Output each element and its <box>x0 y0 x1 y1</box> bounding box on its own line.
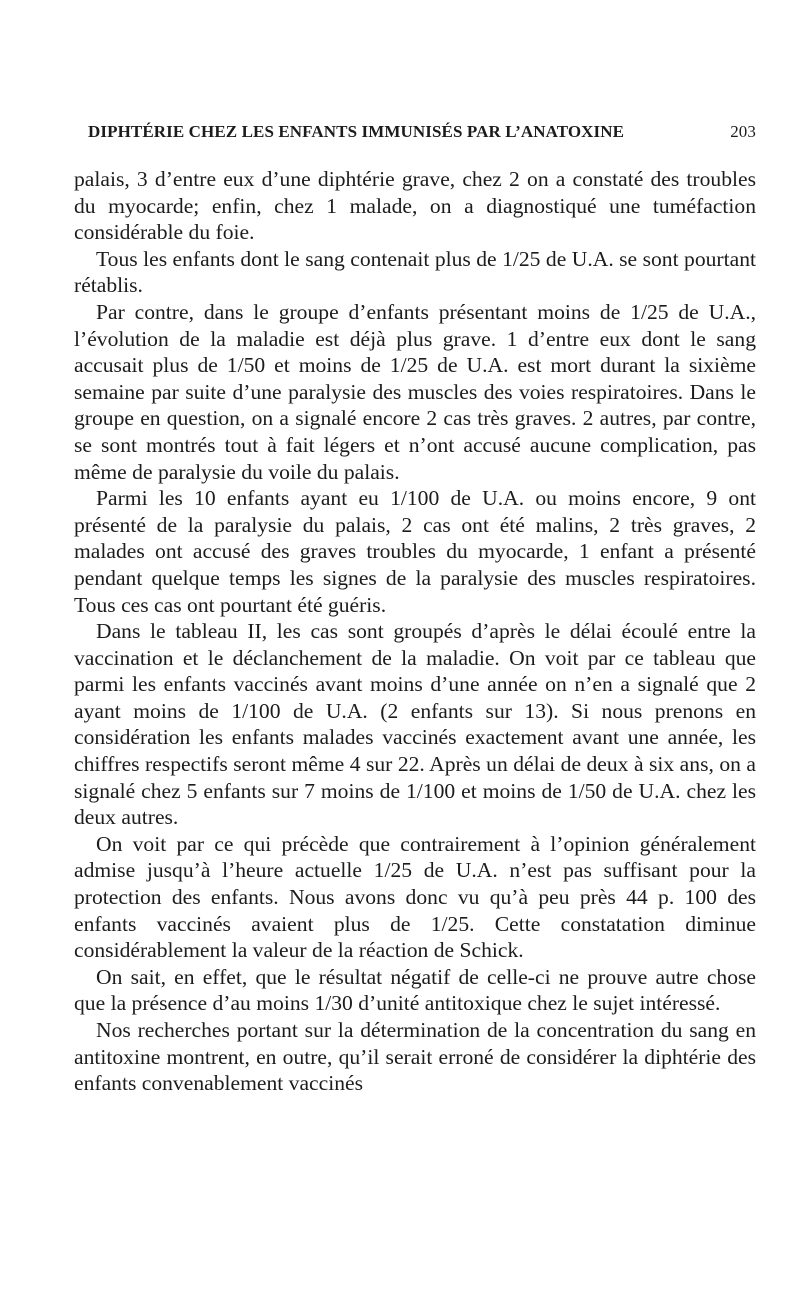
paragraph-8: Nos recherches portant sur la détermination de la concentration du sang en antitoxine montrent, en outre, qu’il serait erroné de considérer la diphtérie des enfants convenablement vaccinés <box>74 1018 756 1096</box>
document-page <box>74 0 756 1304</box>
paragraph-6: On voit par ce qui précède que contrairement à l’opinion généralement admise jusqu’à l’heure actuelle 1/25 de U.A. n’est pas suffisant pour la protection des enfants. Nous avons donc vu qu’à peu près 44 p. 100 des enfants vaccinés avaient plus de 1/25. Cette constatation diminue considérablement la valeur de la réaction de Schick. <box>74 831 756 963</box>
body-text <box>74 166 756 1097</box>
paragraph-3: Par contre, dans le groupe d’enfants présentant moins de 1/25 de U.A., l’évolution de la maladie est déjà plus grave. 1 d’entre eux dont le sang accusait plus de 1/50 et moins de 1/25 de U.A. est mort durant la sixième semaine par suite d’une paralysie des muscles des voies respiratoires. Dans le groupe en question, on a signalé encore 2 cas très graves. 2 autres, par contre, se sont montrés tout à fait légers et n’ont accusé aucune complication, pas même de paralysie du voile du palais. <box>74 299 756 484</box>
page-number: 203 <box>730 122 756 141</box>
paragraph-1: palais, 3 d’entre eux d’une diphtérie grave, chez 2 on a constaté des troubles du myocarde; enfin, chez 1 malade, on a diagnostiqué une tuméfaction considérable du foie. <box>74 167 756 245</box>
paragraph-7: On sait, en effet, que le résultat négatif de celle-ci ne prouve autre chose que la présence d’au moins 1/30 d’unité antitoxique chez le sujet intéressé. <box>74 964 756 1016</box>
running-title: DIPHTÉRIE CHEZ LES ENFANTS IMMUNISÉS PAR L’ANATOXINE <box>88 122 625 141</box>
paragraph-5: Dans le tableau II, les cas sont groupés d’après le délai écoulé entre la vaccination et le déclanchement de la maladie. On voit par ce tableau que parmi les enfants vaccinés avant moins d’une année on n’en a signalé que 2 ayant moins de 1/100 de U.A. (2 enfants sur 13). Si nous prenons en considération les enfants malades vaccinés exactement avant une année, les chiffres respectifs seront même 4 sur 22. Après un délai de deux à six ans, on a signalé chez 5 enfants sur 7 moins de 1/100 et moins de 1/50 de U.A. chez les deux autres. <box>74 619 756 830</box>
running-head <box>74 122 756 146</box>
paragraph-2: Tous les enfants dont le sang contenait plus de 1/25 de U.A. se sont pourtant rétablis. <box>74 246 756 298</box>
paragraph-4: Parmi les 10 enfants ayant eu 1/100 de U.A. ou moins encore, 9 ont présenté de la paralysie du palais, 2 cas ont été malins, 2 très graves, 2 malades ont accusé des graves troubles du myocarde, 1 enfant a présenté pendant quelque temps les signes de la paralysie des muscles respiratoires. Tous ces cas ont pourtant été guéris. <box>74 486 756 617</box>
